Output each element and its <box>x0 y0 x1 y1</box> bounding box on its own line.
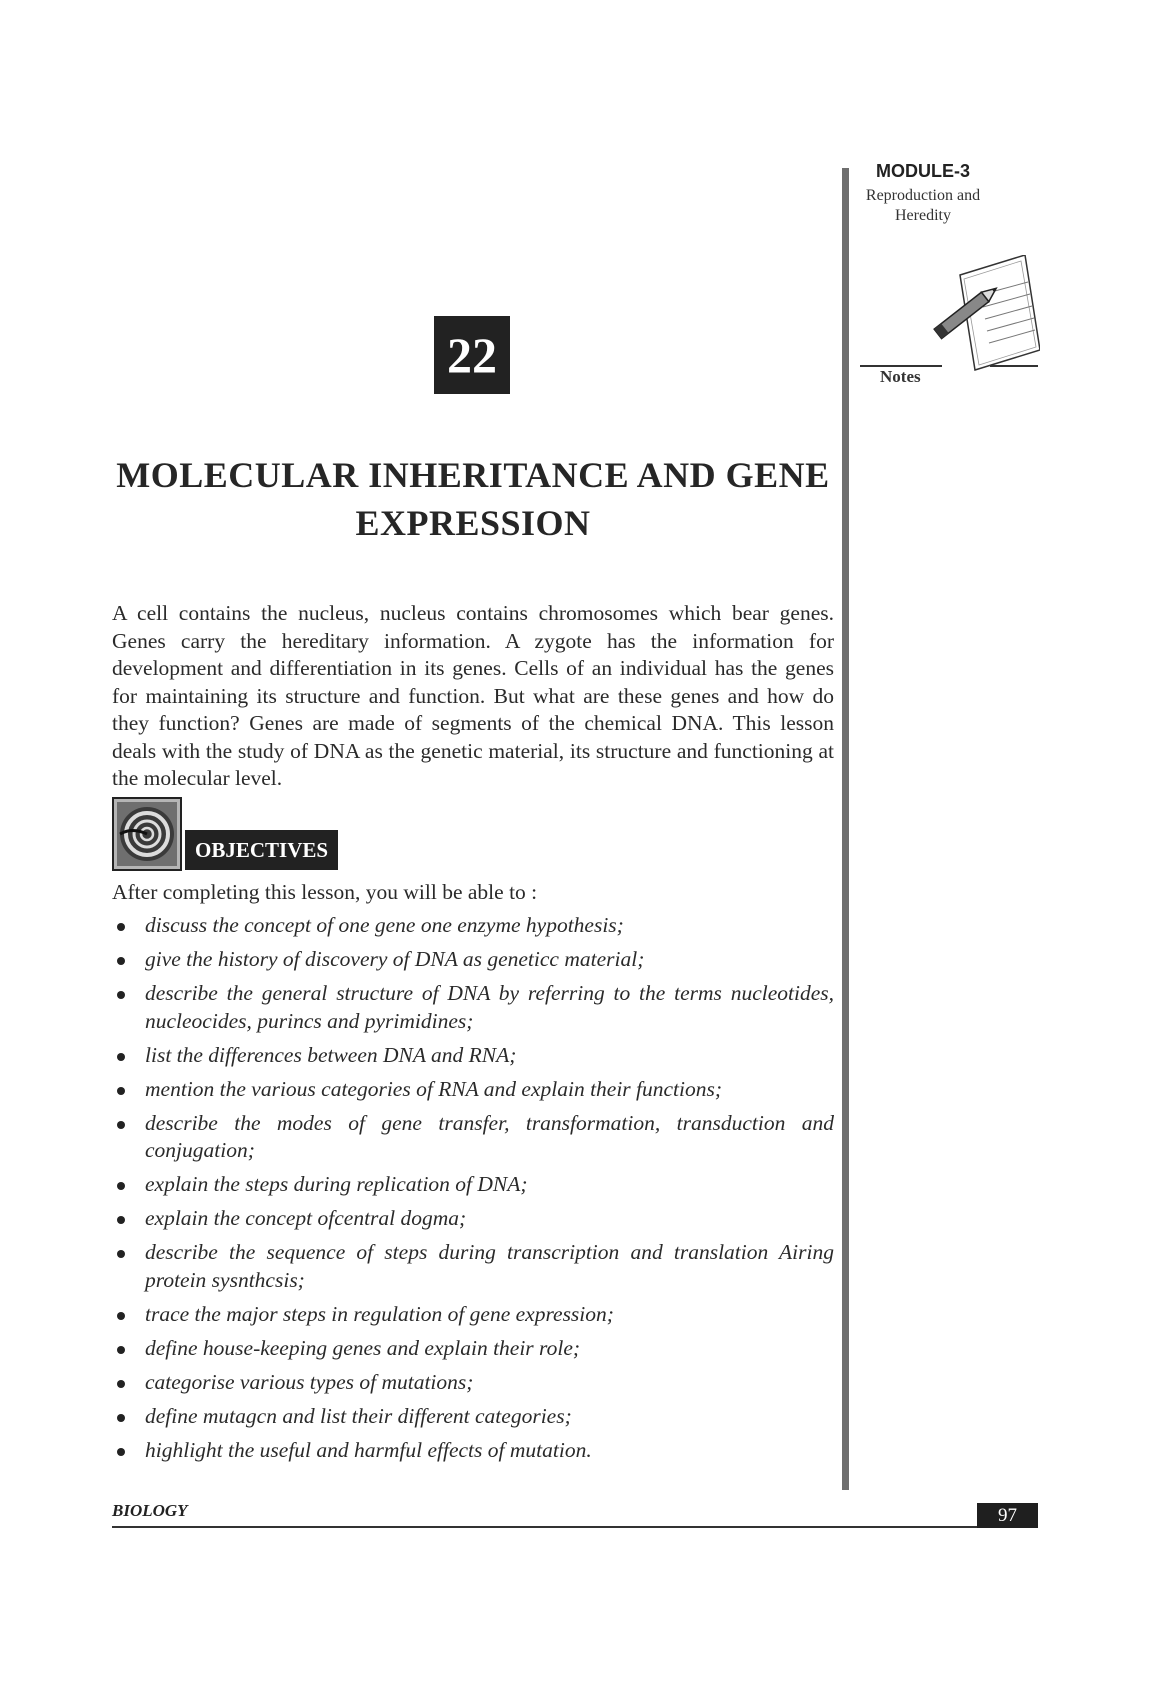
footer-subject: BIOLOGY <box>112 1501 188 1520</box>
objective-text: explain the steps during replication of DNA; <box>145 1172 528 1196</box>
module-label: MODULE-3 <box>876 161 970 181</box>
sidebar-divider <box>842 168 849 1490</box>
objective-text: define mutagcn and list their different categories; <box>145 1403 572 1428</box>
objective-item <box>112 1369 834 1397</box>
objective-text: describe the sequence of steps during transcription and translation Airing protein sysnthcsis; <box>145 1240 834 1292</box>
objective-item <box>112 1301 834 1329</box>
bullet-icon <box>117 923 125 931</box>
objective-item <box>112 1205 834 1233</box>
bullet-icon <box>117 1182 125 1190</box>
objective-item <box>112 1335 834 1363</box>
bullet-icon <box>117 1216 125 1224</box>
bullet-icon <box>117 1087 125 1095</box>
footer-rule <box>112 1526 1038 1528</box>
objective-text: mention the various categories of RNA and explain their functions; <box>145 1076 723 1101</box>
bullet-icon <box>117 1414 125 1422</box>
objective-text: give the history of discovery of DNA as geneticc material; <box>145 947 645 971</box>
notes-label: Notes <box>880 367 921 386</box>
objective-text: highlight the useful and harmful effects of mutation. <box>145 1437 592 1462</box>
bullet-icon <box>117 1448 125 1456</box>
objective-item <box>112 912 834 940</box>
chapter-title: MOLECULAR INHERITANCE AND GENE EXPRESSION <box>116 455 830 543</box>
objective-item <box>112 1042 834 1070</box>
objective-text: discuss the concept of one gene one enzyme hypothesis; <box>145 913 624 937</box>
objective-text: explain the concept ofcentral dogma; <box>145 1206 467 1230</box>
intro-paragraph: A cell contains the nucleus, nucleus contains chromosomes which bear genes. Genes carry the hereditary information. A zygote has the information for development and differentiation in its genes. Cells of an individual has the genes for maintaining its structure and function. But what are these genes and how do they function? Genes are made of segments of the chemical DNA. This lesson deals with the study of DNA as the genetic material, its structure and functioning at the molecular level. <box>112 601 834 790</box>
objective-item <box>112 1076 834 1104</box>
bullet-icon <box>117 957 125 965</box>
objective-text: define house-keeping genes and explain their role; <box>145 1335 581 1360</box>
bullet-icon <box>117 1053 125 1061</box>
objective-item <box>112 1110 834 1165</box>
objective-text: list the differences between DNA and RNA; <box>145 1042 517 1067</box>
objective-item <box>112 1437 834 1465</box>
objectives-intro: After completing this lesson, you will be able to : <box>112 880 538 904</box>
chapter-number: 22 <box>434 316 510 394</box>
objective-item <box>112 946 834 974</box>
objective-text: categorise various types of mutations; <box>145 1369 474 1394</box>
target-spiral-icon <box>112 797 182 871</box>
bullet-icon <box>117 991 125 999</box>
objectives-list <box>112 912 834 1471</box>
objective-text: describe the general structure of DNA by referring to the terms nucleotides, nucleocides, purincs and pyrimidines; <box>145 981 834 1033</box>
bullet-icon <box>117 1250 125 1258</box>
bullet-icon <box>117 1346 125 1354</box>
bullet-icon <box>117 1121 125 1129</box>
objective-text: trace the major steps in regulation of gene expression; <box>145 1301 614 1326</box>
objectives-heading: OBJECTIVES <box>185 830 338 870</box>
objective-item <box>112 1239 834 1294</box>
notes-rule-right <box>990 365 1038 367</box>
bullet-icon <box>117 1380 125 1388</box>
objective-item <box>112 1171 834 1199</box>
objective-item <box>112 1403 834 1431</box>
bullet-icon <box>117 1312 125 1320</box>
objective-text: describe the modes of gene transfer, transformation, transduction and conjugation; <box>145 1110 834 1162</box>
objective-item <box>112 980 834 1035</box>
module-subtitle: Reproduction and Heredity <box>865 187 981 224</box>
notepad-pencil-icon <box>930 255 1040 390</box>
page-number: 97 <box>977 1503 1038 1528</box>
